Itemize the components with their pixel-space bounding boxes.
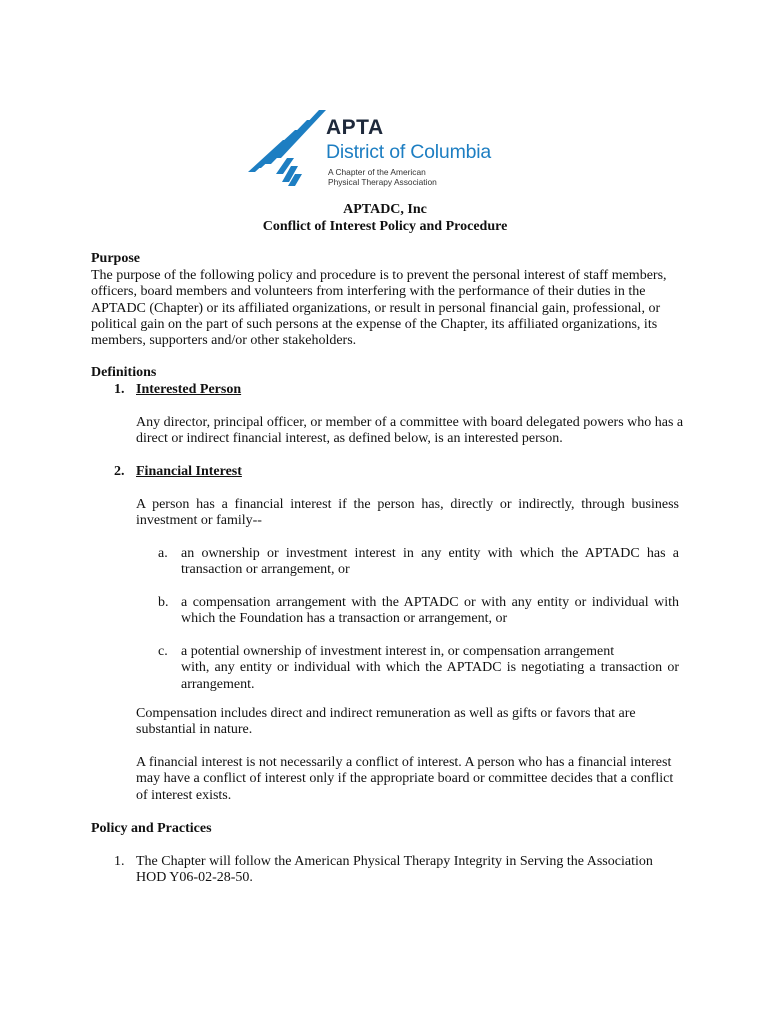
text-line: with, any entity or individual with which the APTADC is negotiating a transaction or (181, 660, 679, 676)
financial-interest-heading: Financial Interest (136, 464, 242, 479)
list-number: 1. (114, 854, 125, 869)
apta-dc-logo (246, 106, 536, 190)
sub-item-b (181, 595, 679, 628)
org-name: APTADC, Inc (343, 202, 427, 217)
text-line: officers, board members and volunteers from interfering with the performance of their duties in the (91, 284, 646, 300)
text-line: Any director, principal officer, or member of a committee with board delegated powers who has a (136, 415, 684, 430)
document-title: Conflict of Interest Policy and Procedure (262, 219, 508, 234)
text-line: HOD Y06-02-28-50. (136, 870, 253, 886)
text-line: substantial in nature. (136, 722, 253, 738)
text-line: APTADC (Chapter) or its affiliated organizations, or result in personal financial gain, professional, or (91, 300, 661, 316)
logo-tagline-line: Physical Therapy Association (328, 176, 437, 187)
sub-item-a (181, 546, 679, 579)
policy-heading: Policy and Practices (91, 821, 212, 836)
list-letter: c. (158, 644, 168, 659)
conflict-paragraph (136, 755, 673, 804)
text-line: The Chapter will follow the American Physical Therapy Integrity in Serving the Association (136, 854, 653, 869)
text-line: A person has a financial interest if the person has, directly or indirectly, through business (136, 497, 679, 512)
text-line: Compensation includes direct and indirect remuneration as well as gifts or favors that are (136, 706, 636, 721)
compensation-paragraph (136, 706, 636, 739)
definitions-heading: Definitions (91, 365, 157, 380)
list-letter: a. (158, 546, 168, 561)
purpose-paragraph (91, 268, 667, 349)
text-line: an ownership or investment interest in any entity with which the APTADC has a (181, 546, 679, 561)
interested-person-paragraph (136, 415, 683, 448)
text-line: a potential ownership of investment interest in, or compensation arrangement (181, 644, 615, 659)
text-line: transaction or arrangement, or (181, 562, 350, 578)
text-line: may have a conflict of interest only if the appropriate board or committee decides that a conflict (136, 771, 674, 787)
text-line: A financial interest is not necessarily a conflict of interest. A person who has a financial interest (136, 755, 672, 770)
logo-chapter-name: District of Columbia (326, 141, 492, 163)
financial-interest-intro (136, 497, 679, 530)
policy-item-1 (136, 854, 653, 887)
logo-tagline (328, 168, 437, 188)
text-line: arrangement. (181, 676, 255, 692)
list-number: 1. (114, 382, 125, 397)
text-line: political gain on the part of such persons at the expense of the Chapter, its affiliated organizations, its (91, 316, 658, 332)
sub-item-c (181, 644, 679, 693)
text-line: The purpose of the following policy and procedure is to prevent the personal interest of staff members, (91, 268, 667, 283)
text-line: a compensation arrangement with the APTADC or with any entity or individual with (181, 595, 679, 610)
logo-stripes-icon (246, 106, 328, 190)
list-letter: b. (158, 595, 169, 610)
text-line: which the Foundation has a transaction or arrangement, or (181, 611, 508, 627)
purpose-heading: Purpose (91, 251, 140, 266)
logo-tagline-line: A Chapter of the American (328, 167, 426, 177)
text-line: investment or family-- (136, 513, 262, 529)
interested-person-heading: Interested Person (136, 382, 242, 397)
text-line: members, supporters and/or other stakeholders. (91, 333, 357, 349)
text-line: of interest exists. (136, 787, 232, 803)
logo-apta-text: APTA (326, 116, 384, 139)
text-line: direct or indirect financial interest, as defined below, is an interested person. (136, 431, 563, 447)
list-number: 2. (114, 464, 125, 479)
